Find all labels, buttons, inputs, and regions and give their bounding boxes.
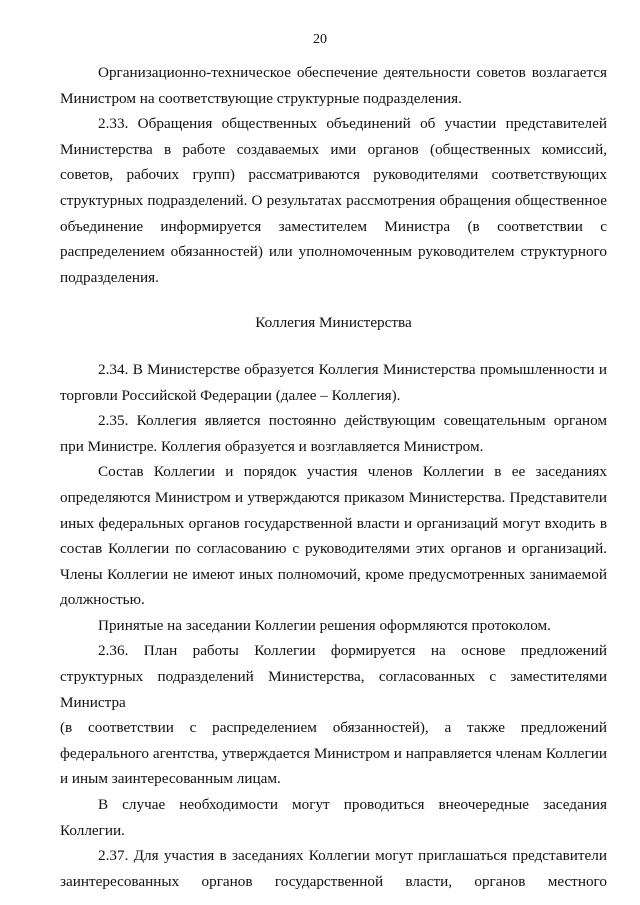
paragraph-2-34: 2.34. В Министерстве образуется Коллегия Министерства промышленности и торговли Российской Федерации (далее – Коллегия). [60,360,607,404]
page-number: 20 [313,32,327,47]
document-body [60,60,607,894]
paragraph-2-33: 2.33. Обращения общественных объединений об участии представителей Министерства в работе создаваемых ими органов (общественных комиссий, советов, рабочих групп) рассматриваются руководителями соответствующих структурных подразделений. О результатах рассмотрения обращения общественное объединение информируется заместителем Министра (в соответствии с распределением обязанностей) или уполномоченным руководителем структурного подразделения. [60,115,607,286]
paragraph-2-37: 2.37. Для участия в заседаниях Коллегии могут приглашаться представители заинтересованных органов государственной власти, органов местного [60,847,607,890]
paragraph-2-36: 2.36. План работы Коллегии формируется на основе предложений структурных подразделений Министерства, согласованных с заместителями Министра [60,642,607,711]
paragraph-2-36-continued: (в соответствии с распределением обязанностей), а также предложений федерального агентства, утверждается Министром и направляется членам Коллегии и иным заинтересованным лицам. [60,719,607,788]
paragraph-council-support: Организационно-техническое обеспечение деятельности советов возлагается Министром на соответствующие структурные подразделения. [60,64,607,107]
paragraph-extraordinary-meetings: В случае необходимости могут проводиться внеочередные заседания Коллегии. [60,796,607,839]
section-heading: Коллегия Министерства [255,314,412,332]
paragraph-2-35: 2.35. Коллегия является постоянно действующим совещательным органом при Министре. Коллегия образуется и возглавляется Министром. [60,412,607,455]
paragraph-collegium-composition: Состав Коллегии и порядок участия членов Коллегии в ее заседаниях определяются Министром и утверждаются приказом Министерства. Представители иных федеральных органов государственной власти и организаций могут входить в состав Коллегии по согласованию с руководителями этих органов и организаций. Члены Коллегии не имеют иных полномочий, кроме предусмотренных занимаемой должностью. [60,463,607,609]
paragraph-decisions-protocol: Принятые на заседании Коллегии решения оформляются протоколом. [98,616,551,634]
